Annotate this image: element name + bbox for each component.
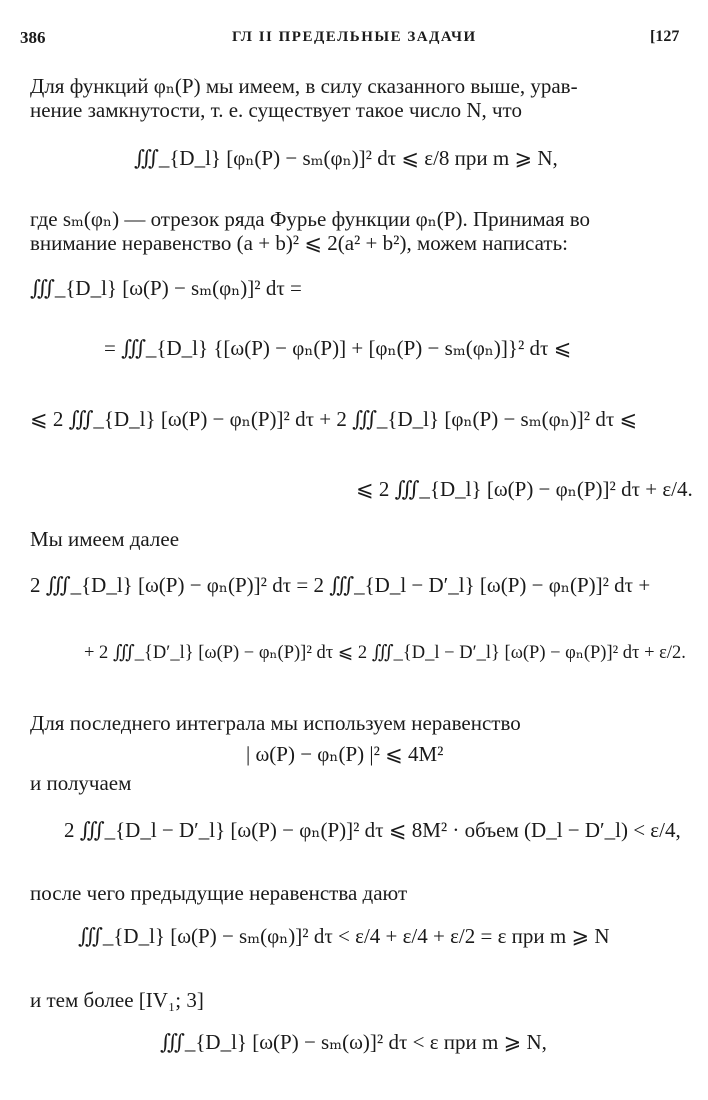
- equation-line: = ∭_{D_l} {[ω(P) − φₙ(P)] + [φₙ(P) − sₘ(φₙ)]}² dτ ⩽: [104, 336, 572, 360]
- paragraph-line: и получаем: [30, 771, 132, 795]
- equation: ∭_{D_l} [ω(P) − sₘ(ω)]² dτ < ε при m ⩾ N,: [160, 1030, 547, 1054]
- equation-line: ⩽ 2 ∭_{D_l} [ω(P) − φₙ(P)]² dτ + 2 ∭_{D_l} [φₙ(P) − sₘ(φₙ)]² dτ ⩽: [30, 407, 638, 431]
- equation-line: + 2 ∭_{D′_l} [ω(P) − φₙ(P)]² dτ ⩽ 2 ∭_{D_l − D′_l} [ω(P) − φₙ(P)]² dτ + ε/2.: [84, 643, 686, 663]
- equation: ∭_{D_l} [φₙ(P) − sₘ(φₙ)]² dτ ⩽ ε/8 при m ⩾ N,: [134, 146, 558, 170]
- chapter-title: ГЛ II ПРЕДЕЛЬНЫЕ ЗАДАЧИ: [232, 29, 477, 45]
- paragraph-line: где sₘ(φₙ) — отрезок ряда Фурье функции φₙ(P). Принимая во: [30, 207, 590, 231]
- section-mark: [127: [650, 28, 680, 45]
- equation-line: ⩽ 2 ∭_{D_l} [ω(P) − φₙ(P)]² dτ + ε/4.: [356, 477, 693, 501]
- page-number: 386: [20, 28, 46, 47]
- paragraph-line: и тем более [IV₁; 3]: [30, 988, 204, 1012]
- paragraph-line: Для последнего интеграла мы используем неравенство: [30, 711, 521, 735]
- equation: 2 ∭_{D_l − D′_l} [ω(P) − φₙ(P)]² dτ ⩽ 8M² · объем (D_l − D′_l) < ε/4,: [64, 818, 681, 842]
- paragraph-line: Мы имеем далее: [30, 527, 180, 551]
- equation: ∭_{D_l} [ω(P) − sₘ(φₙ)]² dτ < ε/4 + ε/4 + ε/2 = ε при m ⩾ N: [78, 924, 610, 948]
- equation-line: 2 ∭_{D_l} [ω(P) − φₙ(P)]² dτ = 2 ∭_{D_l − D′_l} [ω(P) − φₙ(P)]² dτ +: [30, 573, 651, 597]
- equation: | ω(P) − φₙ(P) |² ⩽ 4M²: [246, 742, 444, 766]
- paragraph-line: внимание неравенство (a + b)² ⩽ 2(a² + b²), можем написать:: [30, 231, 569, 255]
- paragraph-line: нение замкнутости, т. е. существует такое число N, что: [30, 98, 522, 122]
- paragraph-line: Для функций φₙ(P) мы имеем, в силу сказанного выше, урав-: [30, 74, 578, 98]
- paragraph-line: после чего предыдущие неравенства дают: [30, 881, 408, 905]
- equation-line: ∭_{D_l} [ω(P) − sₘ(φₙ)]² dτ =: [30, 276, 302, 300]
